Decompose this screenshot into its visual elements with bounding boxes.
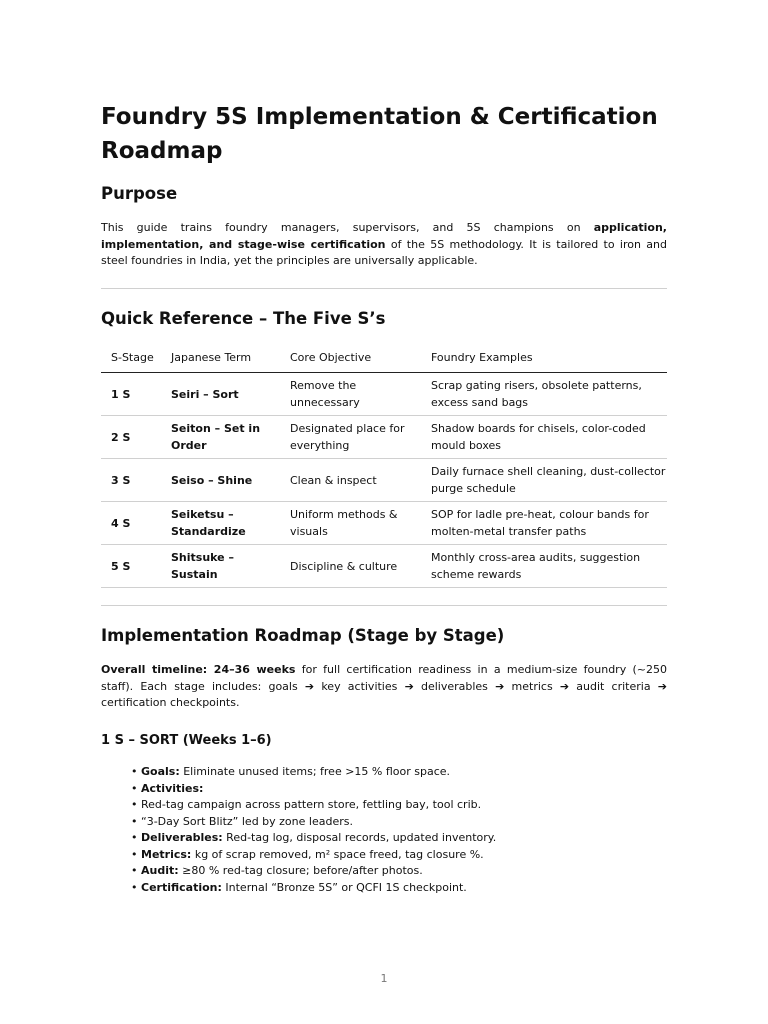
- list-item: [131, 847, 496, 864]
- list-item: [131, 797, 496, 814]
- table-cell: Remove the unnecessary: [280, 373, 421, 416]
- table-cell: Shitsuke – Sustain: [161, 545, 280, 588]
- timeline-bold: Overall timeline: 24–36 weeks: [101, 663, 296, 676]
- list-item-label: Activities:: [141, 781, 204, 795]
- table-row: [101, 416, 667, 459]
- list-item-text: Eliminate unused items; free >15 % floor space.: [179, 765, 451, 778]
- table-cell: Designated place for everything: [280, 416, 421, 459]
- column-header: Japanese Term: [161, 342, 280, 373]
- list-item-text: ≥80 % red-tag closure; before/after photos.: [178, 864, 423, 877]
- table-cell: Seiri – Sort: [161, 373, 280, 416]
- table-row: [101, 502, 667, 545]
- list-item-label: Audit:: [141, 864, 179, 877]
- table-cell: Clean & inspect: [280, 459, 421, 502]
- table-row: [101, 459, 667, 502]
- roadmap-heading: Implementation Roadmap (Stage by Stage): [101, 626, 505, 645]
- column-header: Core Objective: [280, 342, 421, 373]
- list-item-label: Deliverables:: [141, 831, 223, 844]
- timeline-text: for full certification readiness in a medium-size foundry (~250 staff). Each stage includes: goals ➔ key activities ➔ deliverables ➔ metrics ➔ audit criteria ➔ certification checkpoints.: [101, 663, 667, 709]
- list-item-text: Red-tag log, disposal records, updated inventory.: [222, 831, 497, 844]
- purpose-text-2: of the 5S methodology. It is tailored to iron and steel foundries in India, yet the principles are universally applicable.: [101, 237, 667, 267]
- table-cell: 3 S: [101, 459, 161, 502]
- table-cell: 2 S: [101, 416, 161, 459]
- list-item: [131, 781, 496, 798]
- table-cell: Discipline & culture: [280, 545, 421, 588]
- table-cell: Uniform methods & visuals: [280, 502, 421, 545]
- table-cell: 5 S: [101, 545, 161, 588]
- list-item: [131, 863, 496, 880]
- list-item-label: Goals:: [141, 765, 180, 778]
- table-cell: Daily furnace shell cleaning, dust-collector purge schedule: [421, 459, 667, 502]
- list-item-text: kg of scrap removed, m² space freed, tag closure %.: [191, 847, 484, 861]
- purpose-paragraph: [101, 220, 667, 270]
- table-cell: Seiton – Set in Order: [161, 416, 280, 459]
- five-s-table: [101, 342, 667, 588]
- table-cell: Shadow boards for chisels, color-coded mould boxes: [421, 416, 667, 459]
- stage-1-heading: 1 S – SORT (Weeks 1–6): [101, 733, 272, 748]
- list-item-label: Metrics:: [141, 847, 192, 861]
- timeline-paragraph: [101, 662, 667, 712]
- table-row: [101, 545, 667, 588]
- document-title: Foundry 5S Implementation & Certification Roadmap: [101, 104, 658, 164]
- divider: [101, 288, 667, 289]
- list-item: [131, 830, 496, 847]
- page-number: 1: [380, 972, 388, 985]
- purpose-text-bold: application, implementation, and stage-wise certification: [101, 221, 667, 251]
- list-item: [131, 764, 496, 781]
- quick-reference-heading: Quick Reference – The Five S’s: [101, 309, 386, 328]
- list-item: [131, 880, 496, 897]
- column-header: Foundry Examples: [421, 342, 667, 373]
- table-cell: Scrap gating risers, obsolete patterns, excess sand bags: [421, 373, 667, 416]
- purpose-text-1: This guide trains foundry managers, supervisors, and 5S champions on: [101, 221, 594, 234]
- list-item-label: Certification:: [141, 880, 222, 894]
- table-cell: Seiso – Shine: [161, 459, 280, 502]
- table-header-row: [101, 342, 667, 373]
- list-item-text: “3-Day Sort Blitz” led by zone leaders.: [141, 814, 353, 828]
- table-cell: Monthly cross-area audits, suggestion scheme rewards: [421, 545, 667, 588]
- table-row: [101, 373, 667, 416]
- stage-1-list: [131, 764, 496, 896]
- list-item: [131, 814, 496, 831]
- table-cell: SOP for ladle pre-heat, colour bands for molten-metal transfer paths: [421, 502, 667, 545]
- table-cell: 1 S: [101, 373, 161, 416]
- list-item-text: Red-tag campaign across pattern store, fettling bay, tool crib.: [141, 798, 482, 811]
- list-item-text: Internal “Bronze 5S” or QCFI 1S checkpoint.: [221, 880, 467, 894]
- table-cell: Seiketsu – Standardize: [161, 502, 280, 545]
- divider: [101, 605, 667, 606]
- purpose-heading: Purpose: [101, 184, 178, 203]
- table-cell: 4 S: [101, 502, 161, 545]
- column-header: S-Stage: [101, 342, 161, 373]
